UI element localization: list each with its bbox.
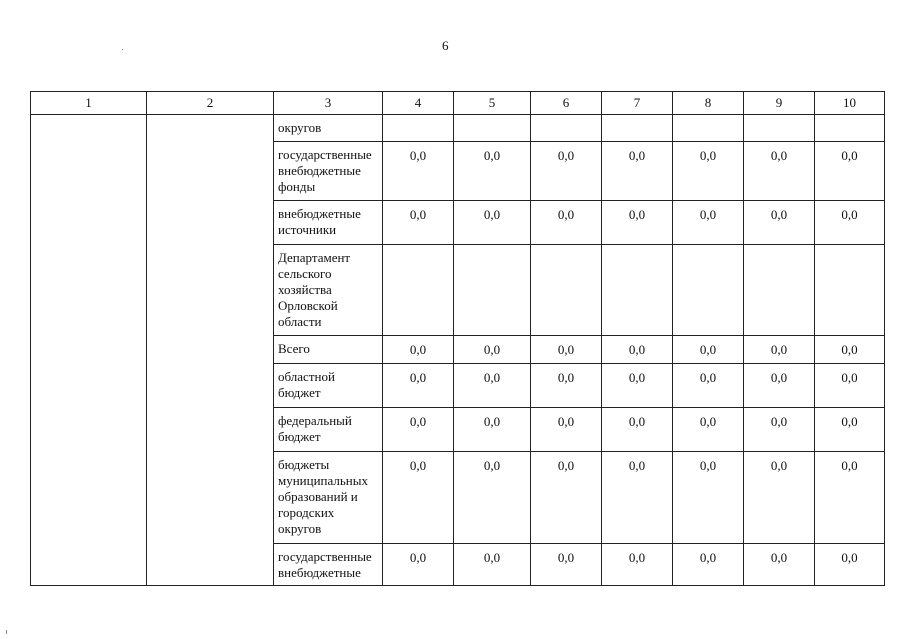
value-cell: 0,0 bbox=[673, 364, 744, 408]
value-cell bbox=[531, 245, 602, 336]
value-cell: 0,0 bbox=[602, 142, 673, 201]
value-cell: 0,0 bbox=[454, 544, 531, 586]
value-cell: 0,0 bbox=[744, 201, 815, 245]
budget-table bbox=[30, 91, 885, 586]
value-cell: 0,0 bbox=[454, 336, 531, 364]
scan-speck bbox=[122, 49, 123, 50]
value-cell: 0,0 bbox=[673, 544, 744, 586]
value-cell: 0,0 bbox=[744, 364, 815, 408]
value-cell bbox=[744, 115, 815, 142]
value-cell: 0,0 bbox=[673, 142, 744, 201]
header-cell: 3 bbox=[274, 92, 383, 115]
scan-speck bbox=[6, 630, 7, 634]
value-cell: 0,0 bbox=[454, 364, 531, 408]
value-cell bbox=[673, 245, 744, 336]
value-cell bbox=[744, 245, 815, 336]
row-label: Департамент сельского хозяйства Орловской области bbox=[274, 245, 383, 336]
value-cell: 0,0 bbox=[815, 201, 885, 245]
column-2-cell bbox=[147, 115, 274, 586]
value-cell bbox=[673, 115, 744, 142]
header-cell: 4 bbox=[383, 92, 454, 115]
value-cell bbox=[815, 245, 885, 336]
value-cell: 0,0 bbox=[454, 201, 531, 245]
header-cell: 10 bbox=[815, 92, 885, 115]
value-cell: 0,0 bbox=[673, 336, 744, 364]
value-cell: 0,0 bbox=[815, 452, 885, 544]
value-cell: 0,0 bbox=[602, 544, 673, 586]
value-cell: 0,0 bbox=[383, 452, 454, 544]
value-cell: 0,0 bbox=[454, 142, 531, 201]
value-cell: 0,0 bbox=[744, 336, 815, 364]
value-cell: 0,0 bbox=[673, 201, 744, 245]
value-cell: 0,0 bbox=[531, 452, 602, 544]
header-cell: 6 bbox=[531, 92, 602, 115]
value-cell: 0,0 bbox=[602, 201, 673, 245]
value-cell: 0,0 bbox=[815, 364, 885, 408]
row-label: государственные внебюджетные фонды bbox=[274, 142, 383, 201]
value-cell: 0,0 bbox=[383, 408, 454, 452]
row-label: внебюджетные источники bbox=[274, 201, 383, 245]
header-cell: 2 bbox=[147, 92, 274, 115]
column-1-cell bbox=[31, 115, 147, 586]
value-cell: 0,0 bbox=[815, 336, 885, 364]
value-cell: 0,0 bbox=[531, 142, 602, 201]
value-cell: 0,0 bbox=[602, 336, 673, 364]
value-cell: 0,0 bbox=[673, 452, 744, 544]
value-cell: 0,0 bbox=[744, 544, 815, 586]
value-cell bbox=[383, 245, 454, 336]
value-cell bbox=[383, 115, 454, 142]
value-cell: 0,0 bbox=[531, 201, 602, 245]
value-cell: 0,0 bbox=[531, 408, 602, 452]
value-cell: 0,0 bbox=[531, 544, 602, 586]
row-label: Всего bbox=[274, 336, 383, 364]
value-cell: 0,0 bbox=[815, 408, 885, 452]
value-cell: 0,0 bbox=[673, 408, 744, 452]
value-cell: 0,0 bbox=[602, 452, 673, 544]
value-cell bbox=[815, 115, 885, 142]
value-cell bbox=[602, 115, 673, 142]
header-cell: 1 bbox=[31, 92, 147, 115]
value-cell bbox=[602, 245, 673, 336]
value-cell: 0,0 bbox=[815, 142, 885, 201]
value-cell: 0,0 bbox=[531, 364, 602, 408]
value-cell bbox=[531, 115, 602, 142]
table-row bbox=[31, 115, 885, 142]
page-number: 6 bbox=[442, 38, 449, 53]
header-row bbox=[31, 92, 885, 115]
value-cell: 0,0 bbox=[602, 364, 673, 408]
value-cell: 0,0 bbox=[602, 408, 673, 452]
value-cell: 0,0 bbox=[744, 408, 815, 452]
value-cell: 0,0 bbox=[383, 364, 454, 408]
row-label: федеральный бюджет bbox=[274, 408, 383, 452]
row-label: государственные внебюджетные bbox=[274, 544, 383, 586]
row-label: областной бюджет bbox=[274, 364, 383, 408]
header-cell: 7 bbox=[602, 92, 673, 115]
row-label: бюджеты муниципальных образований и городских округов bbox=[274, 452, 383, 544]
value-cell: 0,0 bbox=[815, 544, 885, 586]
value-cell bbox=[454, 245, 531, 336]
header-cell: 9 bbox=[744, 92, 815, 115]
value-cell: 0,0 bbox=[383, 142, 454, 201]
value-cell: 0,0 bbox=[454, 452, 531, 544]
row-label: округов bbox=[274, 115, 383, 142]
value-cell: 0,0 bbox=[383, 201, 454, 245]
value-cell: 0,0 bbox=[454, 408, 531, 452]
value-cell: 0,0 bbox=[744, 142, 815, 201]
value-cell: 0,0 bbox=[531, 336, 602, 364]
value-cell bbox=[454, 115, 531, 142]
value-cell: 0,0 bbox=[744, 452, 815, 544]
header-cell: 8 bbox=[673, 92, 744, 115]
value-cell: 0,0 bbox=[383, 544, 454, 586]
value-cell: 0,0 bbox=[383, 336, 454, 364]
header-cell: 5 bbox=[454, 92, 531, 115]
